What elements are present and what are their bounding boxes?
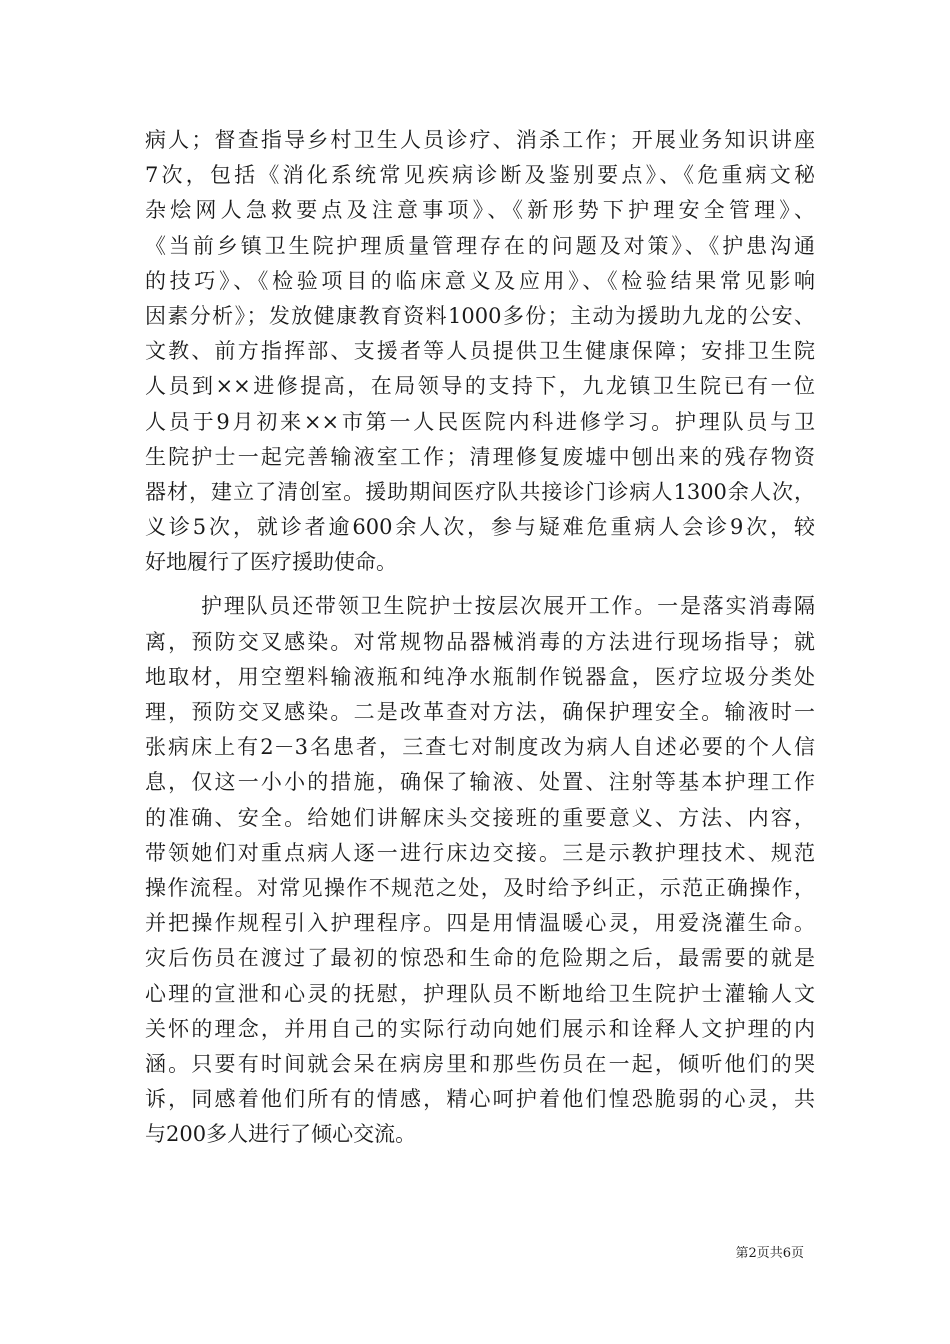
text-line: 离，预防交叉感染。对常规物品器械消毒的方法进行现场指导；就 — [145, 629, 815, 654]
document-body — [145, 123, 815, 1152]
text-line: 义诊5次，就诊者逾600余人次，参与疑难危重病人会诊9次，较 — [145, 515, 815, 540]
text-line: 好地履行了医疗援助使命。 — [145, 550, 397, 575]
page-number-footer: 第2页共6页 — [735, 1246, 804, 1261]
text-line: 理，预防交叉感染。二是改革查对方法，确保护理安全。输液时一 — [145, 700, 815, 724]
text-line: 地取材，用空塑料输液瓶和纯净水瓶制作锐器盒，医疗垃圾分类处 — [145, 664, 815, 689]
text-line: 护理队员还带领卫生院护士按层次展开工作。一是落实消毒隔 — [201, 594, 815, 619]
paragraph — [145, 589, 815, 1152]
text-line: 病人；督查指导乡村卫生人员诊疗、消杀工作；开展业务知识讲座 — [145, 128, 815, 152]
text-line: 生院护士一起完善输液室工作；清理修复废墟中刨出来的残存物资 — [145, 444, 815, 469]
text-line: 人员于9月初来××市第一人民医院内科进修学习。护理队员与卫 — [145, 409, 815, 434]
text-line: 文教、前方指挥部、支援者等人员提供卫生健康保障；安排卫生院 — [145, 339, 815, 364]
text-line: 带领她们对重点病人逐一进行床边交接。三是示教护理技术、规范 — [145, 840, 815, 865]
text-line: 并把操作规程引入护理程序。四是用情温暖心灵，用爱浇灌生命。 — [145, 911, 815, 936]
text-line: 7次，包括《消化系统常见疾病诊断及鉴别要点》、《危重病文秘 — [145, 163, 815, 188]
text-line: 与200多人进行了倾心交流。 — [145, 1122, 417, 1147]
text-line: 张病床上有2－3名患者，三查七对制度改为病人自述必要的个人信 — [145, 735, 815, 760]
text-line: 涵。只要有时间就会呆在病房里和那些伤员在一起，倾听他们的哭 — [145, 1051, 815, 1076]
text-line: 人员到××进修提高，在局领导的支持下，九龙镇卫生院已有一位 — [145, 374, 815, 399]
text-line: 杂烩网人急救要点及注意事项》、《新形势下护理安全管理》、 — [145, 198, 815, 223]
paragraph-gap — [145, 580, 815, 589]
text-line: 器材，建立了清创室。援助期间医疗队共接诊门诊病人1300余人次， — [145, 479, 815, 504]
text-line: 灾后伤员在渡过了最初的惊恐和生命的危险期之后，最需要的就是 — [145, 946, 815, 971]
text-line: 的准确、安全。给她们讲解床头交接班的重要意义、方法、内容， — [145, 805, 815, 830]
text-line: 因素分析》；发放健康教育资料1000多份；主动为援助九龙的公安、 — [145, 303, 815, 328]
text-line: 操作流程。对常见操作不规范之处，及时给予纠正，示范正确操作， — [145, 875, 815, 900]
text-line: 的技巧》、《检验项目的临床意义及应用》、《检验结果常见影响 — [145, 268, 815, 293]
paragraph — [145, 123, 815, 580]
text-line: 《当前乡镇卫生院护理质量管理存在的问题及对策》、《护患沟通 — [145, 233, 815, 258]
text-line: 关怀的理念，并用自己的实际行动向她们展示和诠释人文护理的内 — [145, 1016, 815, 1041]
text-line: 诉，同感着他们所有的情感，精心呵护着他们惶恐脆弱的心灵，共 — [145, 1087, 815, 1112]
text-line: 息，仅这一小小的措施，确保了输液、处置、注射等基本护理工作 — [145, 770, 815, 795]
text-line: 心理的宣泄和心灵的抚慰，护理队员不断地给卫生院护士灌输人文 — [145, 981, 815, 1006]
